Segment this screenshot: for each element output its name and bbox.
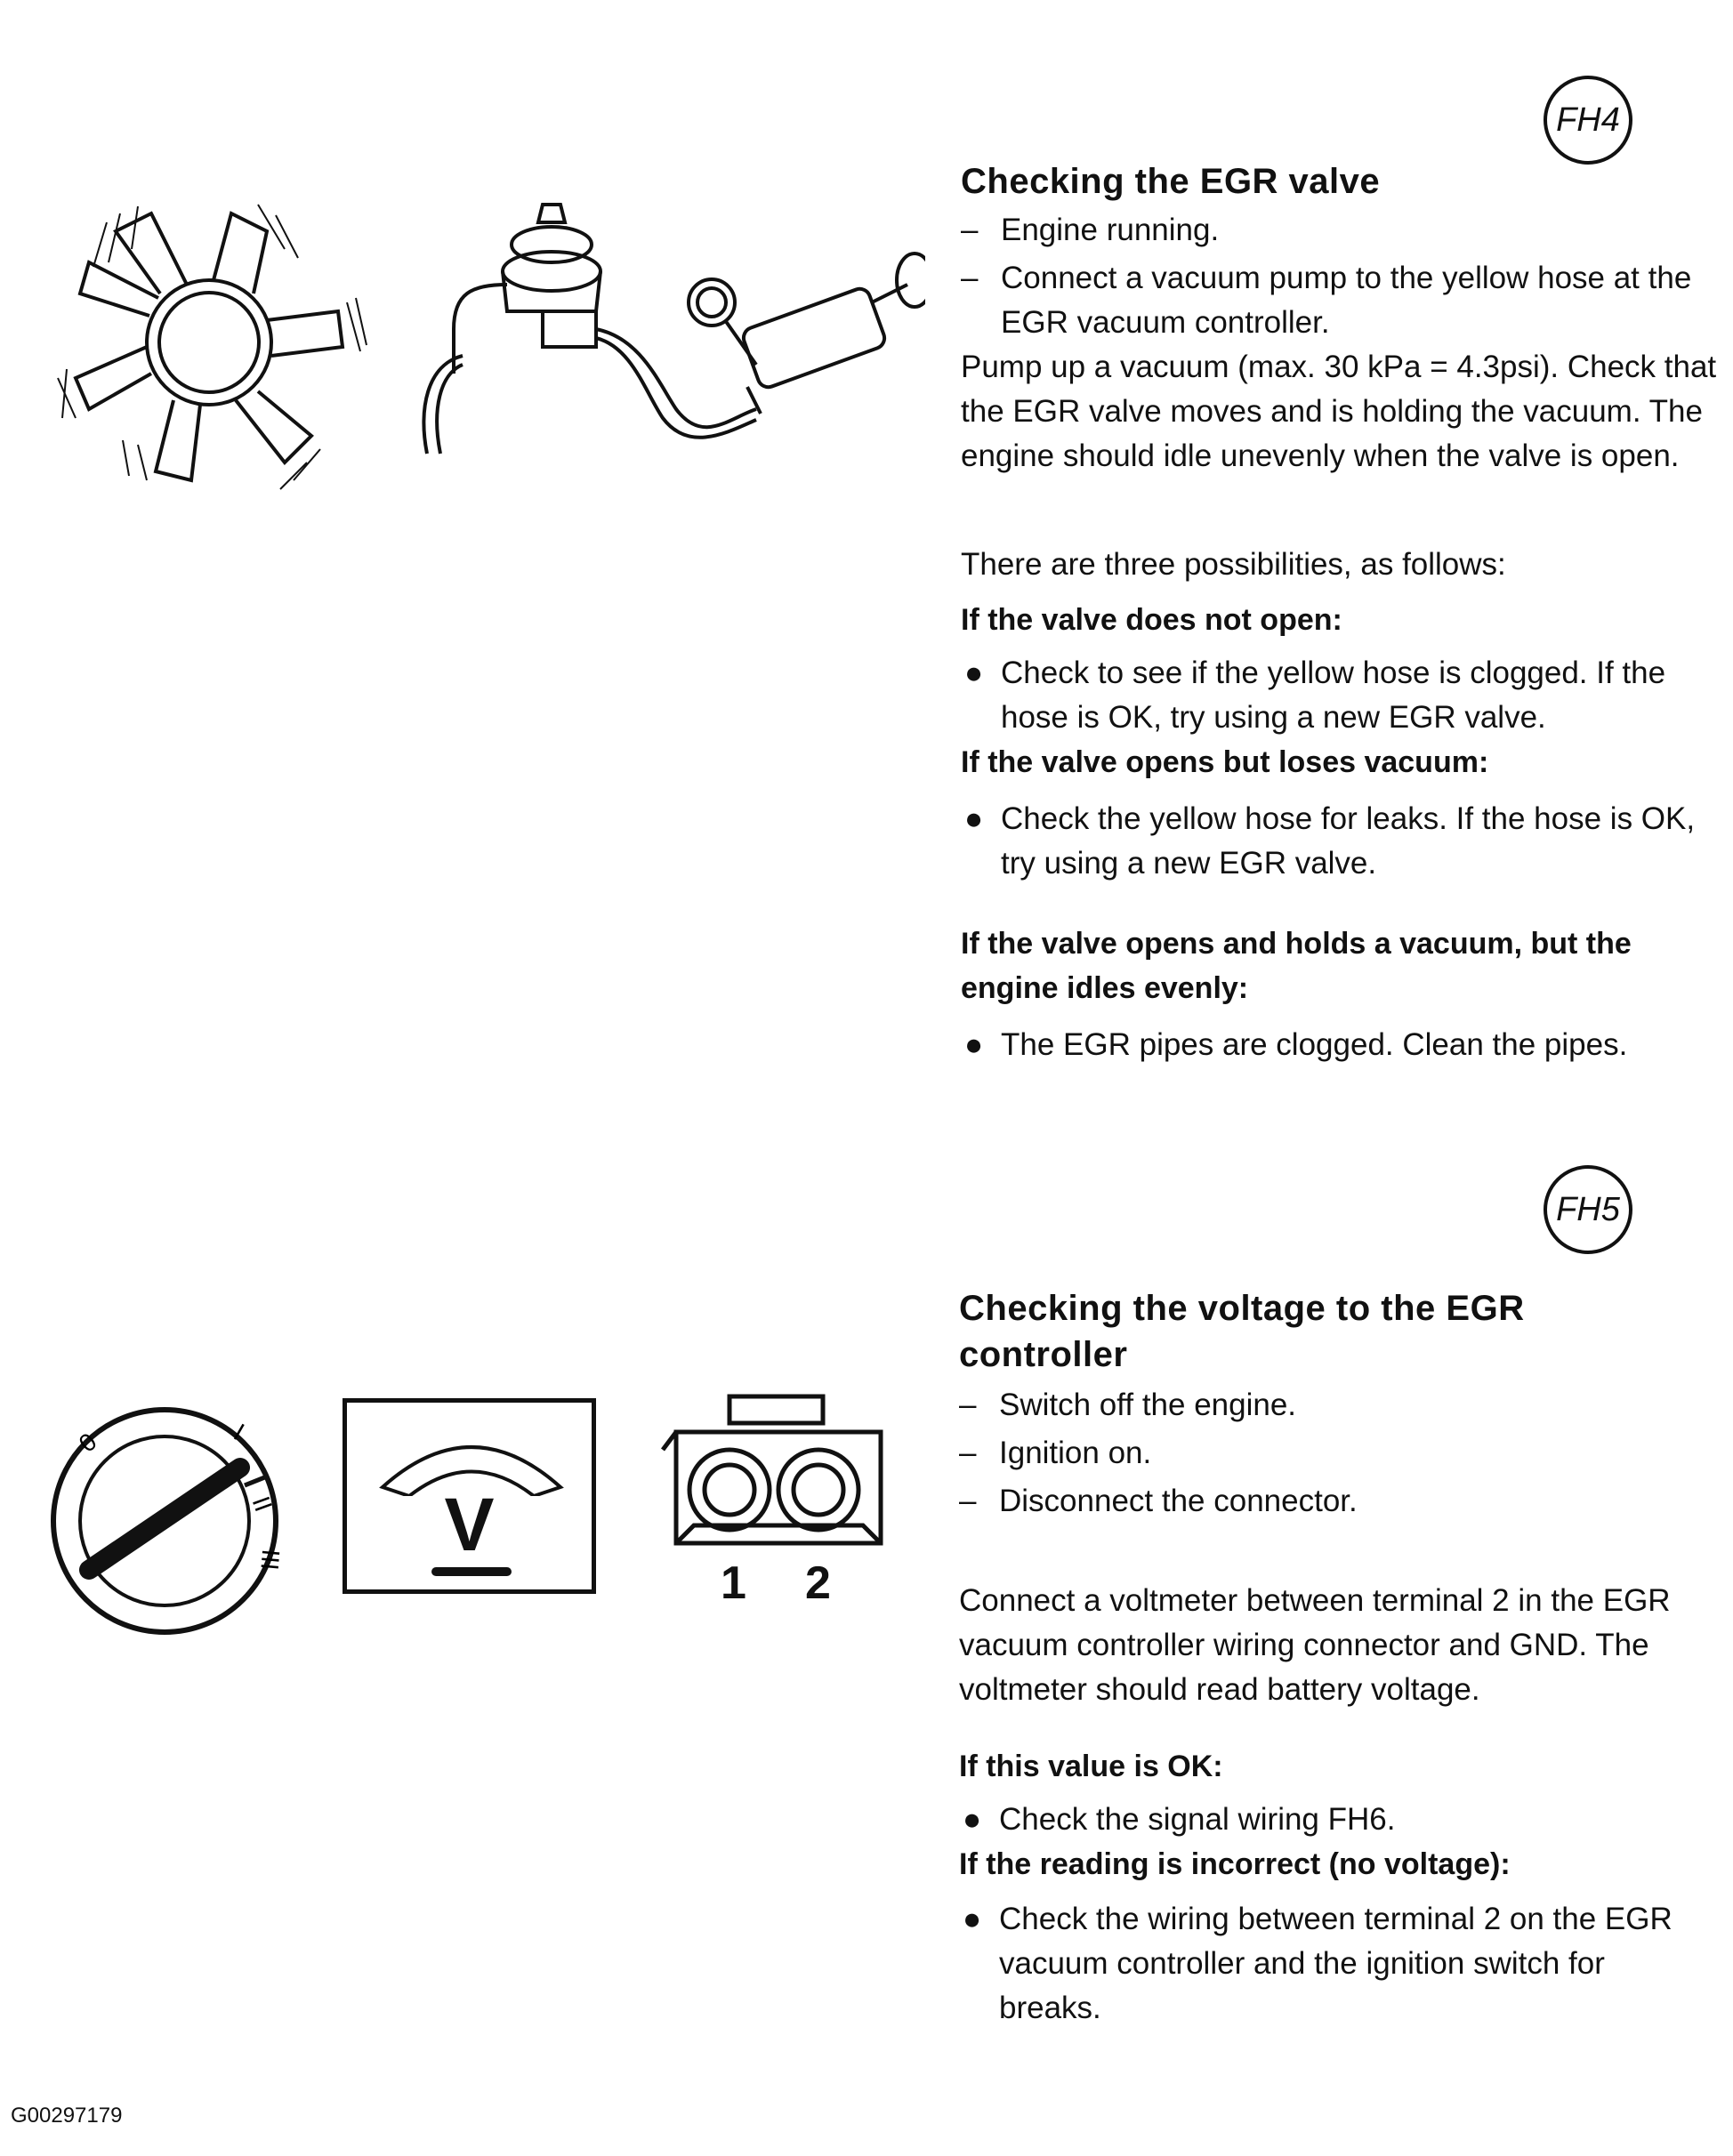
- procedure-paragraph: Connect a voltmeter between terminal 2 in the EGR vacuum controller wiring connector and GND. The voltmeter should read battery voltage.: [959, 1583, 1671, 1707]
- badge-fh5: FH5: [1544, 1165, 1632, 1254]
- case-condition: If the valve does not open:: [961, 603, 1342, 637]
- ignition-label-off: 0: [73, 1427, 102, 1458]
- connector-illustration: [658, 1388, 899, 1557]
- egr-valve-vacuum-pump-illustration: [409, 187, 925, 480]
- dash-icon: –: [959, 1484, 977, 1518]
- voltmeter-underline: [431, 1567, 512, 1576]
- procedure-paragraph: Pump up a vacuum (max. 30 kPa = 4.3psi). Check that the EGR valve moves and is holding the vacuum. The engine should idle unevenly when the valve is open.: [961, 350, 1717, 473]
- figure-code: G00297179: [11, 2104, 123, 2128]
- step-item: – Connect a vacuum pump to the yellow hose at the EGR vacuum controller.: [961, 256, 1726, 345]
- case-action: ● The EGR pipes are clogged. Clean the pipes.: [961, 1023, 1726, 1067]
- terminal-label-1: 1: [721, 1557, 746, 1609]
- ignition-label-2: II: [246, 1492, 278, 1516]
- intro-text: There are three possibilities, as follows:: [961, 547, 1506, 582]
- dash-icon: –: [959, 1436, 977, 1470]
- case-action: ● Check the signal wiring FH6.: [959, 1798, 1724, 1842]
- section-egr-voltage: [959, 1285, 1724, 2031]
- bullet-icon: ●: [964, 1027, 984, 1062]
- section-title: Checking the EGR valve: [961, 162, 1381, 201]
- ignition-label-1: I: [229, 1418, 249, 1446]
- dash-icon: –: [959, 1388, 977, 1422]
- case-condition: If this value is OK:: [959, 1750, 1223, 1783]
- ignition-switch-illustration: [36, 1388, 302, 1654]
- section-title: Checking the voltage to the EGR controller: [959, 1289, 1525, 1374]
- bullet-icon: ●: [963, 1902, 982, 1936]
- bullet-icon: ●: [964, 656, 984, 690]
- dash-icon: –: [961, 213, 979, 247]
- terminal-label-2: 2: [805, 1557, 831, 1609]
- bullet-icon: ●: [964, 801, 984, 836]
- case-action: ● Check the yellow hose for leaks. If the hose is OK, try using a new EGR valve.: [961, 797, 1726, 886]
- voltmeter-symbol: V: [444, 1483, 495, 1566]
- ignition-label-3: III: [255, 1548, 286, 1572]
- case-action: ● Check the wiring between terminal 2 on the EGR vacuum controller and the ignition switch for breaks.: [959, 1897, 1675, 2031]
- case-action: ● Check to see if the yellow hose is clogged. If the hose is OK, try using a new EGR valve.: [961, 651, 1726, 740]
- dash-icon: –: [961, 261, 979, 295]
- step-item: – Disconnect the connector.: [959, 1479, 1724, 1524]
- voltmeter-illustration: [343, 1398, 596, 1594]
- fan-illustration: [53, 196, 374, 498]
- case-condition: If the reading is incorrect (no voltage):: [959, 1847, 1511, 1881]
- step-item: – Engine running.: [961, 208, 1726, 253]
- case-condition: If the valve opens but loses vacuum:: [961, 745, 1489, 779]
- section-egr-valve: [961, 158, 1726, 1067]
- bullet-icon: ●: [963, 1802, 982, 1837]
- step-item: – Ignition on.: [959, 1431, 1724, 1476]
- step-item: – Switch off the engine.: [959, 1383, 1724, 1428]
- case-condition: If the valve opens and holds a vacuum, but the engine idles evenly:: [961, 927, 1632, 1005]
- badge-fh4: FH4: [1544, 76, 1632, 165]
